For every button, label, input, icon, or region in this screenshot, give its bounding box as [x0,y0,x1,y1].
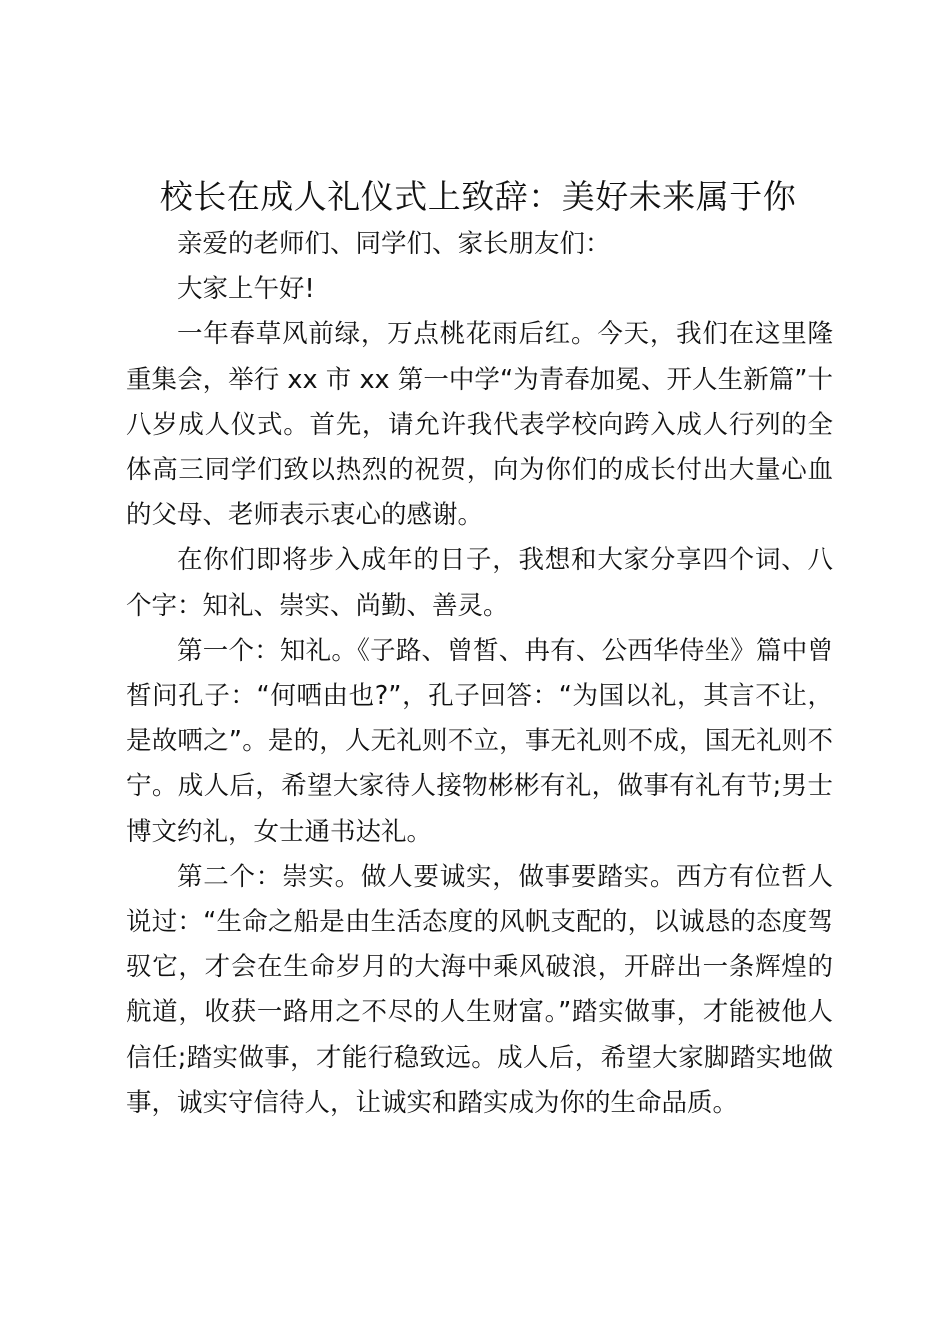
paragraph-zhili: 第一个：知礼。《子路、曾皙、冉有、公西华侍坐》篇中曾皙问孔子：“何哂由也?”，孔子回答：“为国以礼，其言不让，是故哂之”。是的，人无礼则不立，事无礼则不成，国无礼则不宁。成人后，希望大家待人接物彬彬有礼，做事有礼有节;男士博文约礼，女士通书达礼。 [126,635,833,847]
document-title: 校长在成人礼仪式上致辞：美好未来属于你 [159,177,797,216]
paragraph-greeting: 亲爱的老师们、同学们、家长朋友们： [177,229,611,259]
paragraph-salutation: 大家上午好! [177,274,315,305]
paragraph-chongshi: 第二个：崇实。做人要诚实，做事要踏实。西方有位哲人说过：“生命之船是由生活态度的风帆支配的，以诚恳的态度驾驭它，才会在生命岁月的大海中乘风破浪，开辟出一条辉煌的航道，收获一路用之不尽的人生财富。”踏实做事，才能被他人信任;踏实做事，才能行稳致远。成人后，希望大家脚踏实地做事，诚实守信待人，让诚实和踏实成为你的生命品质。 [126,861,833,1118]
document-body [126,222,833,1126]
paragraph-four-words: 在你们即将步入成年的日子，我想和大家分享四个词、八个字：知礼、崇实、尚勤、善灵。 [126,545,833,621]
paragraph-opening: 一年春草风前绿，万点桃花雨后红。今天，我们在这里隆重集会，举行 xx 市 xx 第一中学“为青春加冕、开人生新篇”十八岁成人仪式。首先，请允许我代表学校向跨入成人行列的全体高三同学们致以热烈的祝贺，向为你们的成长付出大量心血的父母、老师表示衷心的感谢。 [126,319,833,531]
